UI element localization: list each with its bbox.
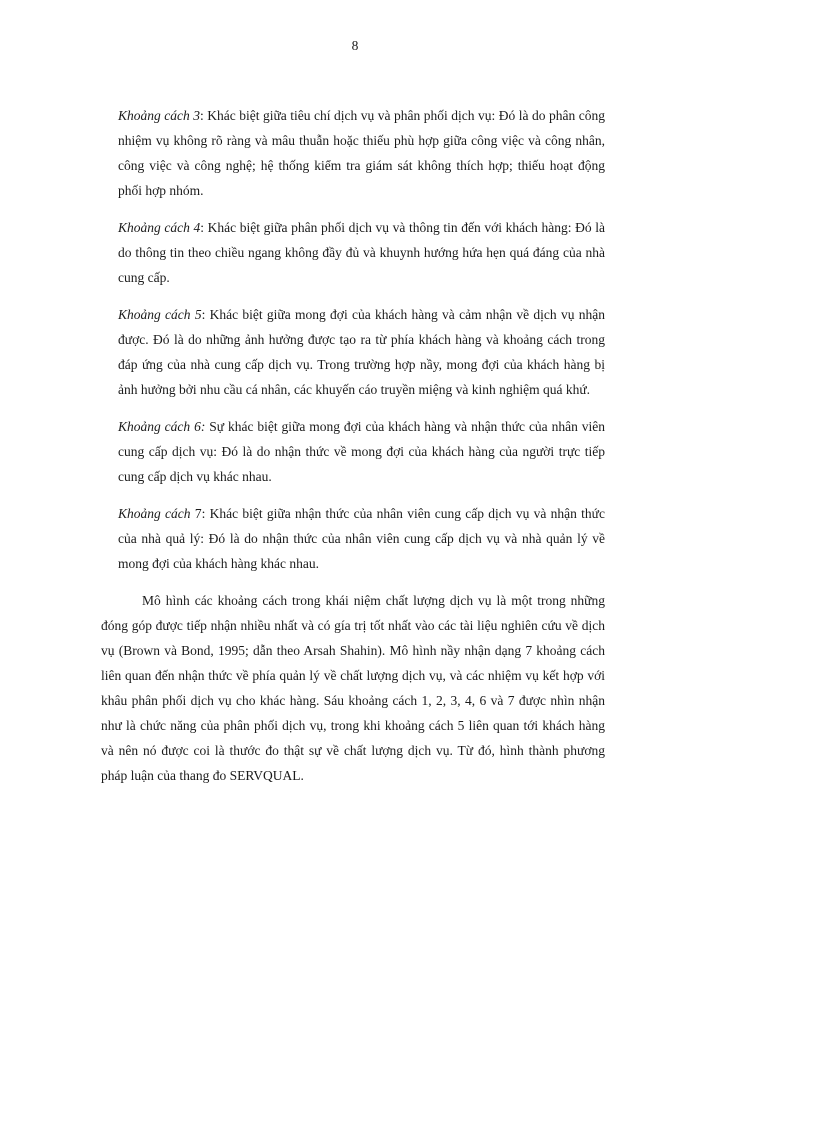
page-number: 8 (351, 38, 359, 53)
gap-6-label: Khoảng cách 6: (118, 419, 206, 434)
gap-3-text: : Khác biệt giữa tiêu chí dịch vụ và phân phối dịch vụ: Đó là do phân công nhiệm vụ không rõ ràng và mâu thuẫn hoặc thiếu phù hợp giữa công việc và công nhân, công việc và công nghệ; hệ thống kiểm tra giám sát không thích hợp; thiếu hoạt động phối hợp nhóm. (118, 108, 605, 198)
gap-3-label: Khoảng cách 3 (118, 108, 200, 123)
gap-4-label: Khoảng cách 4 (118, 220, 201, 235)
gap-5-text: : Khác biệt giữa mong đợi của khách hàng và cảm nhận về dịch vụ nhận được. Đó là do những ảnh hưởng được tạo ra từ phía khách hàng và khoảng cách trong đáp ứng của nhà cung cấp dịch vụ. Trong trường hợp nầy, mong đợi của khách hàng bị ảnh hưởng bởi nhu cầu cá nhân, các khuyến cáo truyền miệng và kinh nghiệm quá khứ. (118, 307, 605, 397)
gap-4-text: : Khác biệt giữa phân phối dịch vụ và thông tin đến với khách hàng: Đó là do thông tin theo chiều ngang không đầy đủ và khuynh hướng hứa hẹn quá đáng của nhà cung cấp. (118, 220, 605, 285)
gap-6-paragraph (118, 414, 605, 489)
gap-3-paragraph (118, 103, 605, 203)
servqual-model-paragraph: Mô hình các khoảng cách trong khái niệm chất lượng dịch vụ là một trong những đóng góp được tiếp nhận nhiều nhất và có gía trị tốt nhất vào các tài liệu nghiên cứu về dịch vụ (Brown và Bond, 1995; dẫn theo Arsah Shahin). Mô hình nầy nhận dạng 7 khoảng cách liên quan đến nhận thức về phía quản lý về chất lượng dịch vụ, và các nhiệm vụ kết hợp với khâu phân phối dịch vụ cho khác hàng. Sáu khoảng cách 1, 2, 3, 4, 6 và 7 được nhìn nhận như là chức năng của phân phối dịch vụ, trong khi khoảng cách 5 liên quan tới khách hàng và nên nó được coi là thước đo thật sự về chất lượng dịch vụ. Từ đó, hình thành phương pháp luận của thang đo SERVQUAL. (101, 593, 605, 783)
gap-7-text: 7: Khác biệt giữa nhận thức của nhân viên cung cấp dịch vụ và nhận thức của nhà quả lý: Đó là do nhận thức của nhân viên cung cấp dịch vụ và nhà quản lý về mong đợi của khách hàng khác nhau. (118, 506, 605, 571)
gap-7-paragraph (118, 501, 605, 576)
gap-7-label: Khoảng cách (118, 506, 191, 521)
document-body (101, 103, 605, 788)
gap-6-text: Sự khác biệt giữa mong đợi của khách hàng và nhận thức của nhân viên cung cấp dịch vụ: Đó là do nhận thức về mong đợi của khách hàng của người trực tiếp cung cấp dịch vụ khác nhau. (118, 419, 605, 484)
gap-5-paragraph (118, 302, 605, 402)
gap-5-label: Khoảng cách 5 (118, 307, 202, 322)
gap-4-paragraph (118, 215, 605, 290)
